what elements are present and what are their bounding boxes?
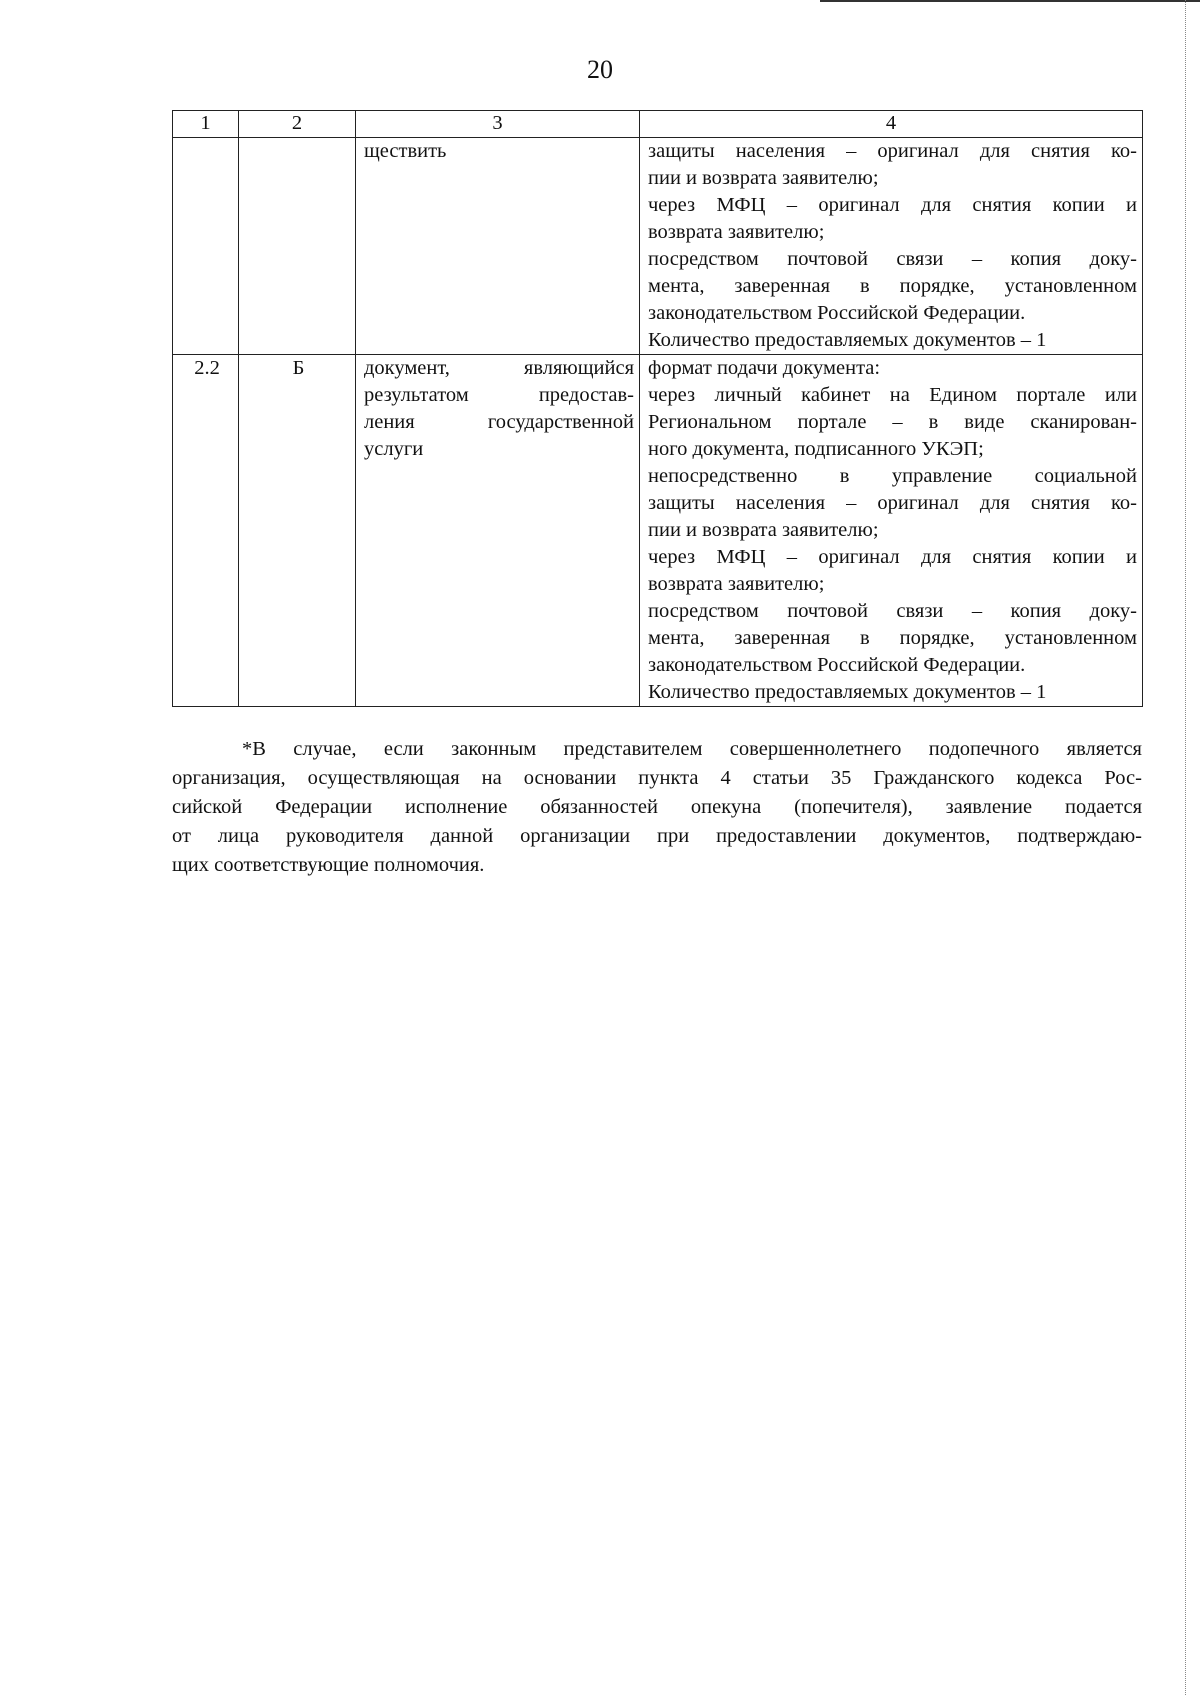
format-line: законодательством Российской Федерации. (648, 302, 1026, 324)
row-code-cell (239, 138, 356, 355)
submission-format-cell (640, 355, 1143, 707)
format-line: ного документа, подписанного УКЭП; (648, 438, 984, 460)
format-line: посредством почтовой связи – копия доку- (648, 248, 1137, 270)
format-line: мента, заверенная в порядке, установленном (648, 627, 1137, 649)
header-col-2: 2 (239, 111, 356, 138)
table-row (173, 355, 1143, 707)
document-name-line: результатом предостав- (364, 384, 634, 406)
scan-edge-right (1184, 0, 1186, 1695)
format-line: формат подачи документа: (648, 357, 881, 379)
header-col-3: 3 (356, 111, 640, 138)
format-line: защиты населения – оригинал для снятия ко- (648, 492, 1137, 514)
document-name-cell (356, 355, 640, 707)
format-line: через личный кабинет на Едином портале или (648, 384, 1137, 406)
footnote (172, 735, 1142, 880)
footnote-line: щих соответствующие полномочия. (172, 854, 485, 876)
page-number: 20 (587, 55, 613, 84)
format-line: непосредственно в управление социальной (648, 465, 1137, 487)
document-name-cell (356, 138, 640, 355)
footnote-line: сийской Федерации исполнение обязанностей опекуна (попечителя), заявление подается (172, 796, 1142, 818)
row-number-cell: 2.2 (173, 355, 239, 707)
format-line: через МФЦ – оригинал для снятия копии и (648, 194, 1137, 216)
document-count-line: Количество предоставляемых документов – 1 (648, 329, 1047, 351)
table-row (173, 138, 1143, 355)
table-header-row (173, 111, 1143, 138)
format-line: возврата заявителю; (648, 573, 825, 595)
footnote-line: *В случае, если законным представителем совершеннолетнего подопечного является (242, 738, 1142, 760)
row-code-cell: Б (239, 355, 356, 707)
header-col-1: 1 (173, 111, 239, 138)
format-line: через МФЦ – оригинал для снятия копии и (648, 546, 1137, 568)
format-line: посредством почтовой связи – копия доку- (648, 600, 1137, 622)
document-count-line: Количество предоставляемых документов – 1 (648, 681, 1047, 703)
scan-edge-top (820, 0, 1200, 2)
footnote-line: организация, осуществляющая на основании пункта 4 статьи 35 Гражданского кодекса Рос- (172, 767, 1142, 789)
document-name-line: документ, являющийся (364, 357, 634, 379)
header-col-4: 4 (640, 111, 1143, 138)
row-number-cell (173, 138, 239, 355)
format-line: пии и возврата заявителю; (648, 167, 879, 189)
document-name-line: услуги (364, 438, 424, 460)
submission-format-cell (640, 138, 1143, 355)
document-name-line: ления государственной (364, 411, 634, 433)
footnote-line: от лица руководителя данной организации при предоставлении документов, подтверждаю- (172, 825, 1142, 847)
format-line: мента, заверенная в порядке, установленном (648, 275, 1137, 297)
format-line: пии и возврата заявителю; (648, 519, 879, 541)
document-name-line: ществить (364, 140, 447, 162)
format-line: защиты населения – оригинал для снятия ко- (648, 140, 1137, 162)
format-line: законодательством Российской Федерации. (648, 654, 1026, 676)
format-line: возврата заявителю; (648, 221, 825, 243)
document-table (172, 110, 1143, 707)
format-line: Региональном портале – в виде сканирован- (648, 411, 1137, 433)
